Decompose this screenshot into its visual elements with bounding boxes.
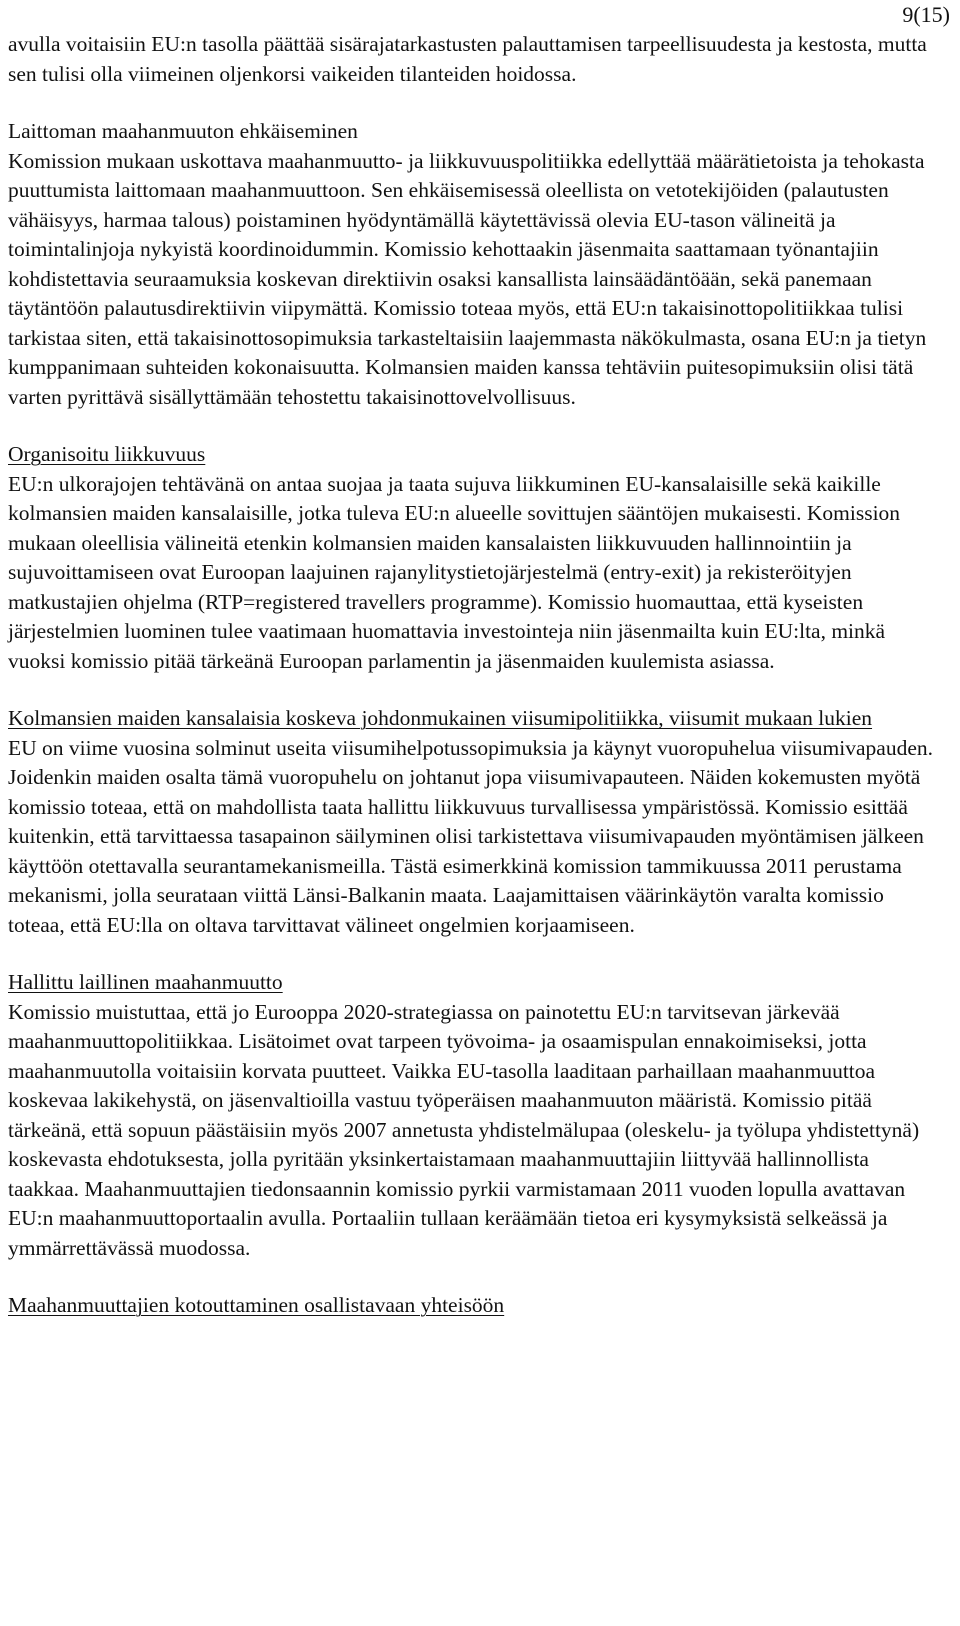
section-illegal-immigration [8, 117, 943, 412]
section-integration [8, 1291, 943, 1321]
section-paragraph: EU on viime vuosina solminut useita viisumihelpotussopimuksia ja käynyt vuoropuhelua viisumivapauden. Joidenkin maiden osalta tämä vuoropuhelu on johtanut jopa viisumivapauteen. Näiden kokemusten myötä komissio toteaa, että on mahdollista taata hallittu liikkuvuus turvallisessa ympäristössä. Komissio esittää kuitenkin, että tarvittaessa tasapainon säilyminen olisi tarkistettava viisumivapauden myöntämisen jälkeen käyttöön otettavalla seurantamekanismeilla. Tästä esimerkkinä komission tammikuussa 2011 perustama mekanismi, jolla seurataan viittä Länsi-Balkanin maata. Laajamittaisen väärinkäytön varalta komissio toteaa, että EU:lla on oltava tarvittavat välineet ongelmien korjaamiseen. [8, 735, 933, 937]
page-number: 9(15) [902, 2, 950, 27]
section-heading: Organisoitu liikkuvuus [8, 442, 206, 466]
section-organised-mobility [8, 440, 943, 676]
section-paragraph: Komissio muistuttaa, että jo Eurooppa 2020-strategiassa on painotettu EU:n tarvitsevan järkevää maahanmuuttopolitiikkaa. Lisätoimet ovat tarpeen työvoima- ja osaamispulan ennakoimiseksi, jotta maahanmuutolla voitaisiin korvata puutteet. Vaikka EU-tasolla laaditaan parhaillaan maahanmuuttoa koskevaa lakikehystä, on jäsenvaltioilla vastuu työperäisen maahanmuuton määristä. Komissio pitää tärkeänä, että sopuun päästäisiin myös 2007 annetusta yhdistelmälupaa (oleskelu- ja työlupa yhdistettynä) koskevasta ehdotuksesta, jolla pyritään yksinkertaistamaan maahanmuuttajiin liittyvää hallinnollista taakkaa. Maahanmuuttajien tiedonsaannin komissio pyrkii varmistamaan 2011 vuoden lopulla avattavan EU:n maahanmuuttoportaalin avulla. Portaaliin tullaan keräämään tietoa eri kysymyksistä selkeässä ja ymmärrettävässä muodossa. [8, 999, 920, 1260]
section-visa-policy [8, 704, 943, 940]
section-paragraph: Komission mukaan uskottava maahanmuutto- ja liikkuvuuspolitiikka edellyttää määrätietoista ja tehokasta puuttumista laittomaan maahanmuuttoon. Sen ehkäisemisessä oleellista on vetotekijöiden (palautusten vähäisyys, harmaa talous) poistaminen hyödyntämällä käytettävissä olevia EU-tason välineitä ja toimintalinjoja nykyistä koordinoidummin. Komissio kehottaakin jäsenmaita saattamaan työnantajiin kohdistettavia seuraamuksia koskevan direktiivin osaksi kansallista lainsäädäntöään, sekä panemaan täytäntöön palautusdirektiivin viipymättä. Komissio toteaa myös, että EU:n takaisinottopolitiikkaa tulisi tarkistaa siten, että takaisinottosopimuksia tarkasteltaisiin laajemmasta näkökulmasta, osana EU:n ja tietyn kumppanimaan suhteiden kokonaisuutta. Kolmansien maiden kanssa tehtäviin puitesopimuksiin olisi tätä varten pyrittävä sisällyttämään tehostettu takaisinottovelvollisuus. [8, 148, 927, 409]
section-legal-migration [8, 968, 943, 1263]
section-heading: Kolmansien maiden kansalaisia koskeva johdonmukainen viisumipolitiikka, viisumit mukaan lukien [8, 706, 873, 730]
intro-paragraph-block [8, 30, 943, 89]
section-heading: Maahanmuuttajien kotouttaminen osallistavaan yhteisöön [8, 1293, 505, 1317]
section-heading: Laittoman maahanmuuton ehkäiseminen [8, 119, 358, 143]
document-body [8, 30, 943, 1349]
section-heading: Hallittu laillinen maahanmuutto [8, 970, 283, 994]
section-paragraph: EU:n ulkorajojen tehtävänä on antaa suojaa ja taata sujuva liikkuminen EU-kansalaisille sekä kaikille kolmansien maiden kansalaisille, jotka tuleva EU:n alueelle sovittujen sääntöjen mukaisesti. Komission mukaan oleellisia välineitä etenkin kolmansien maiden kansalaisten liikkuvuuden hallinnointiin ja sujuvoittamiseen ovat Euroopan laajuinen rajanylitystietojärjestelmä (entry-exit) ja rekisteröityjen matkustajien ohjelma (RTP=registered travellers programme). Komissio huomauttaa, että kyseisten järjestelmien luominen tulee vaatimaan huomattavia investointeja niin jäsenmailta kuin EU:lta, minkä vuoksi komissio pitää tärkeänä Euroopan parlamentin ja jäsenmaiden kuulemista asiassa. [8, 471, 901, 673]
intro-paragraph: avulla voitaisiin EU:n tasolla päättää sisärajatarkastusten palauttamisen tarpeellisuudesta ja kestosta, mutta sen tulisi olla viimeinen oljenkorsi vaikeiden tilanteiden hoidossa. [8, 32, 927, 86]
